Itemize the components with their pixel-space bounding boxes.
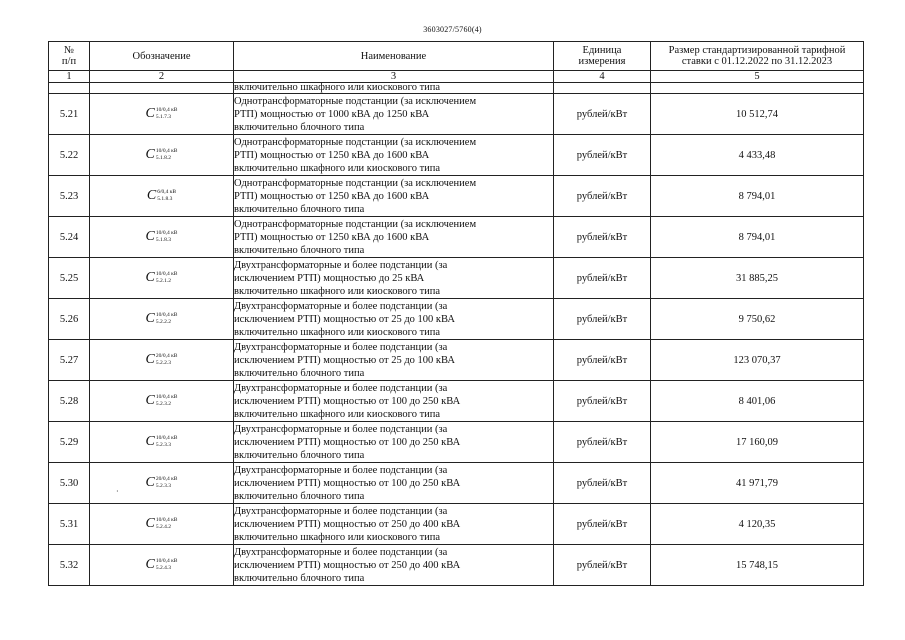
designation-cell (90, 545, 234, 586)
designation-superscript: 20/0,4 кВ (155, 476, 178, 482)
header-name: Наименование (234, 42, 554, 71)
unit-of-measure: рублей/кВт (554, 217, 651, 258)
designation-symbol (146, 271, 178, 285)
tariff-rate-value: 9 750,62 (651, 299, 864, 340)
unit-of-measure: рублей/кВт (554, 94, 651, 135)
table-row (49, 422, 864, 463)
row-number: 5.24 (49, 217, 90, 258)
table-row (49, 135, 864, 176)
designation-cell (90, 381, 234, 422)
designation-superscript: 10/0,4 кВ (155, 107, 178, 113)
row-number: 5.26 (49, 299, 90, 340)
designation-letter: C (145, 475, 155, 490)
row-number: 5.23 (49, 176, 90, 217)
item-name: Однотрансформаторные подстанции (за исключением РТП) мощностью от 1250 кВА до 1600 кВА включительно блочного типа (234, 176, 554, 217)
designation-symbol (146, 435, 178, 449)
designation-subscript: 5.2.3.2 (155, 401, 171, 407)
row-number: 5.25 (49, 258, 90, 299)
table-row (49, 299, 864, 340)
table-row (49, 258, 864, 299)
designation-symbol (146, 148, 178, 162)
item-name: Однотрансформаторные подстанции (за исключением РТП) мощностью от 1000 кВА до 1250 кВА включительно блочного типа (234, 94, 554, 135)
designation-cell (90, 176, 234, 217)
designation-letter: C (145, 434, 155, 449)
designation-cell (90, 135, 234, 176)
designation-letter: C (145, 106, 155, 121)
header-code: Обозначение (90, 42, 234, 71)
designation-cell (90, 299, 234, 340)
item-name: Однотрансформаторные подстанции (за исключением РТП) мощностью от 1250 кВА до 1600 кВА включительно шкафного или киоскового типа (234, 135, 554, 176)
designation-subscript: 5.2.1.2 (155, 278, 171, 284)
designation-symbol (147, 189, 176, 203)
item-name: Двухтрансформаторные и более подстанции (за исключением РТП) мощностью до 25 кВА включительно шкафного или киоскового типа (234, 258, 554, 299)
column-number-row (49, 71, 864, 83)
table-row (49, 176, 864, 217)
item-name: Двухтрансформаторные и более подстанции (за исключением РТП) мощностью от 25 до 100 кВА включительно блочного типа (234, 340, 554, 381)
row-number: 5.31 (49, 504, 90, 545)
designation-letter: C (145, 311, 155, 326)
item-name: Двухтрансформаторные и более подстанции (за исключением РТП) мощностью от 100 до 250 кВА включительно блочного типа (234, 422, 554, 463)
designation-superscript: 10/0,4 кВ (155, 271, 178, 277)
unit-of-measure: рублей/кВт (554, 258, 651, 299)
unit-of-measure: рублей/кВт (554, 299, 651, 340)
designation-symbol (146, 558, 178, 572)
designation-superscript: 10/0,4 кВ (155, 558, 178, 564)
unit-of-measure: рублей/кВт (554, 463, 651, 504)
item-name: Двухтрансформаторные и более подстанции (за исключением РТП) мощностью от 250 до 400 кВА включительно шкафного или киоскового типа (234, 504, 554, 545)
row-number: 5.30 (49, 463, 90, 504)
item-name: Однотрансформаторные подстанции (за исключением РТП) мощностью от 1250 кВА до 1600 кВА включительно блочного типа (234, 217, 554, 258)
designation-letter: C (145, 516, 155, 531)
tariff-rate-value: 10 512,74 (651, 94, 864, 135)
header-unit: Единица измерения (554, 42, 651, 71)
designation-cell (90, 422, 234, 463)
designation-letter: C (145, 147, 155, 162)
designation-symbol (146, 107, 178, 121)
designation-letter: C (145, 270, 155, 285)
designation-superscript: 6/0,4 кВ (157, 189, 177, 195)
designation-subscript: 5.2.4.3 (155, 565, 171, 571)
row-number: 5.21 (49, 94, 90, 135)
tariff-rate-value: 4 433,48 (651, 135, 864, 176)
designation-letter: C (145, 393, 155, 408)
designation-symbol (146, 476, 178, 490)
designation-subscript: 5.2.2.3 (155, 360, 171, 366)
designation-subscript: 5.2.2.2 (155, 319, 171, 325)
row-number: 5.32 (49, 545, 90, 586)
column-number: 3 (234, 71, 554, 83)
table-row (49, 217, 864, 258)
designation-subscript: 5.1.7.3 (155, 114, 171, 120)
row-number: 5.27 (49, 340, 90, 381)
continuation-row (49, 83, 864, 94)
designation-superscript: 20/0,4 кВ (155, 353, 178, 359)
tariff-rate-value: 8 794,01 (651, 217, 864, 258)
column-number: 4 (554, 71, 651, 83)
designation-subscript: 5.1.8.3 (157, 196, 173, 202)
designation-subscript: 5.1.8.3 (155, 237, 171, 243)
designation-superscript: 10/0,4 кВ (155, 394, 178, 400)
table-row (49, 504, 864, 545)
item-name: Двухтрансформаторные и более подстанции (за исключением РТП) мощностью от 100 до 250 кВА включительно блочного типа (234, 463, 554, 504)
designation-superscript: 10/0,4 кВ (155, 517, 178, 523)
unit-of-measure: рублей/кВт (554, 381, 651, 422)
row-number: 5.29 (49, 422, 90, 463)
designation-cell (90, 258, 234, 299)
header-num: № п/п (49, 42, 90, 71)
row-number: 5.22 (49, 135, 90, 176)
tariff-rate-value: 123 070,37 (651, 340, 864, 381)
table-row (49, 463, 864, 504)
item-name: Двухтрансформаторные и более подстанции (за исключением РТП) мощностью от 250 до 400 кВА включительно блочного типа (234, 545, 554, 586)
tariff-rate-value: 17 160,09 (651, 422, 864, 463)
unit-of-measure: рублей/кВт (554, 504, 651, 545)
row-number: 5.28 (49, 381, 90, 422)
tariff-rate-value: 8 794,01 (651, 176, 864, 217)
table-row (49, 545, 864, 586)
continuation-text: включительно шкафного или киоскового типа (234, 83, 554, 94)
unit-of-measure: рублей/кВт (554, 176, 651, 217)
designation-letter: C (145, 352, 155, 367)
designation-cell (90, 217, 234, 258)
designation-cell (90, 463, 234, 504)
tariff-table (48, 41, 864, 586)
designation-letter: C (145, 229, 155, 244)
designation-subscript: 5.2.3.3 (155, 442, 171, 448)
designation-subscript: 5.2.3.3 (155, 483, 171, 489)
designation-symbol (146, 517, 178, 531)
item-name: Двухтрансформаторные и более подстанции (за исключением РТП) мощностью от 25 до 100 кВА включительно шкафного или киоскового типа (234, 299, 554, 340)
designation-superscript: 10/0,4 кВ (155, 230, 178, 236)
designation-superscript: 10/0,4 кВ (155, 435, 178, 441)
designation-letter: C (145, 557, 155, 572)
column-number: 5 (651, 71, 864, 83)
tariff-rate-value: 31 885,25 (651, 258, 864, 299)
designation-symbol (146, 230, 178, 244)
designation-cell (90, 94, 234, 135)
designation-superscript: 10/0,4 кВ (155, 148, 178, 154)
designation-cell (90, 504, 234, 545)
designation-symbol (146, 353, 178, 367)
header-rate: Размер стандартизированной тарифной ставки с 01.12.2022 по 31.12.2023 (651, 42, 864, 71)
tariff-rate-value: 4 120,35 (651, 504, 864, 545)
designation-cell (90, 340, 234, 381)
unit-of-measure: рублей/кВт (554, 340, 651, 381)
column-number: 2 (90, 71, 234, 83)
designation-superscript: 10/0,4 кВ (155, 312, 178, 318)
tariff-rate-value: 41 971,79 (651, 463, 864, 504)
table-row (49, 340, 864, 381)
document-id: 3603027/5760(4) (423, 25, 482, 34)
scan-speck: · (116, 487, 119, 496)
unit-of-measure: рублей/кВт (554, 135, 651, 176)
designation-letter: C (146, 188, 157, 203)
tariff-rate-value: 15 748,15 (651, 545, 864, 586)
tariff-rate-value: 8 401,06 (651, 381, 864, 422)
item-name: Двухтрансформаторные и более подстанции (за исключением РТП) мощностью от 100 до 250 кВА включительно шкафного или киоскового типа (234, 381, 554, 422)
column-number: 1 (49, 71, 90, 83)
unit-of-measure: рублей/кВт (554, 545, 651, 586)
designation-symbol (146, 312, 178, 326)
designation-subscript: 5.1.8.2 (155, 155, 171, 161)
designation-symbol (146, 394, 178, 408)
table-row (49, 94, 864, 135)
header-row (49, 42, 864, 71)
designation-subscript: 5.2.4.2 (155, 524, 171, 530)
unit-of-measure: рублей/кВт (554, 422, 651, 463)
table-row (49, 381, 864, 422)
